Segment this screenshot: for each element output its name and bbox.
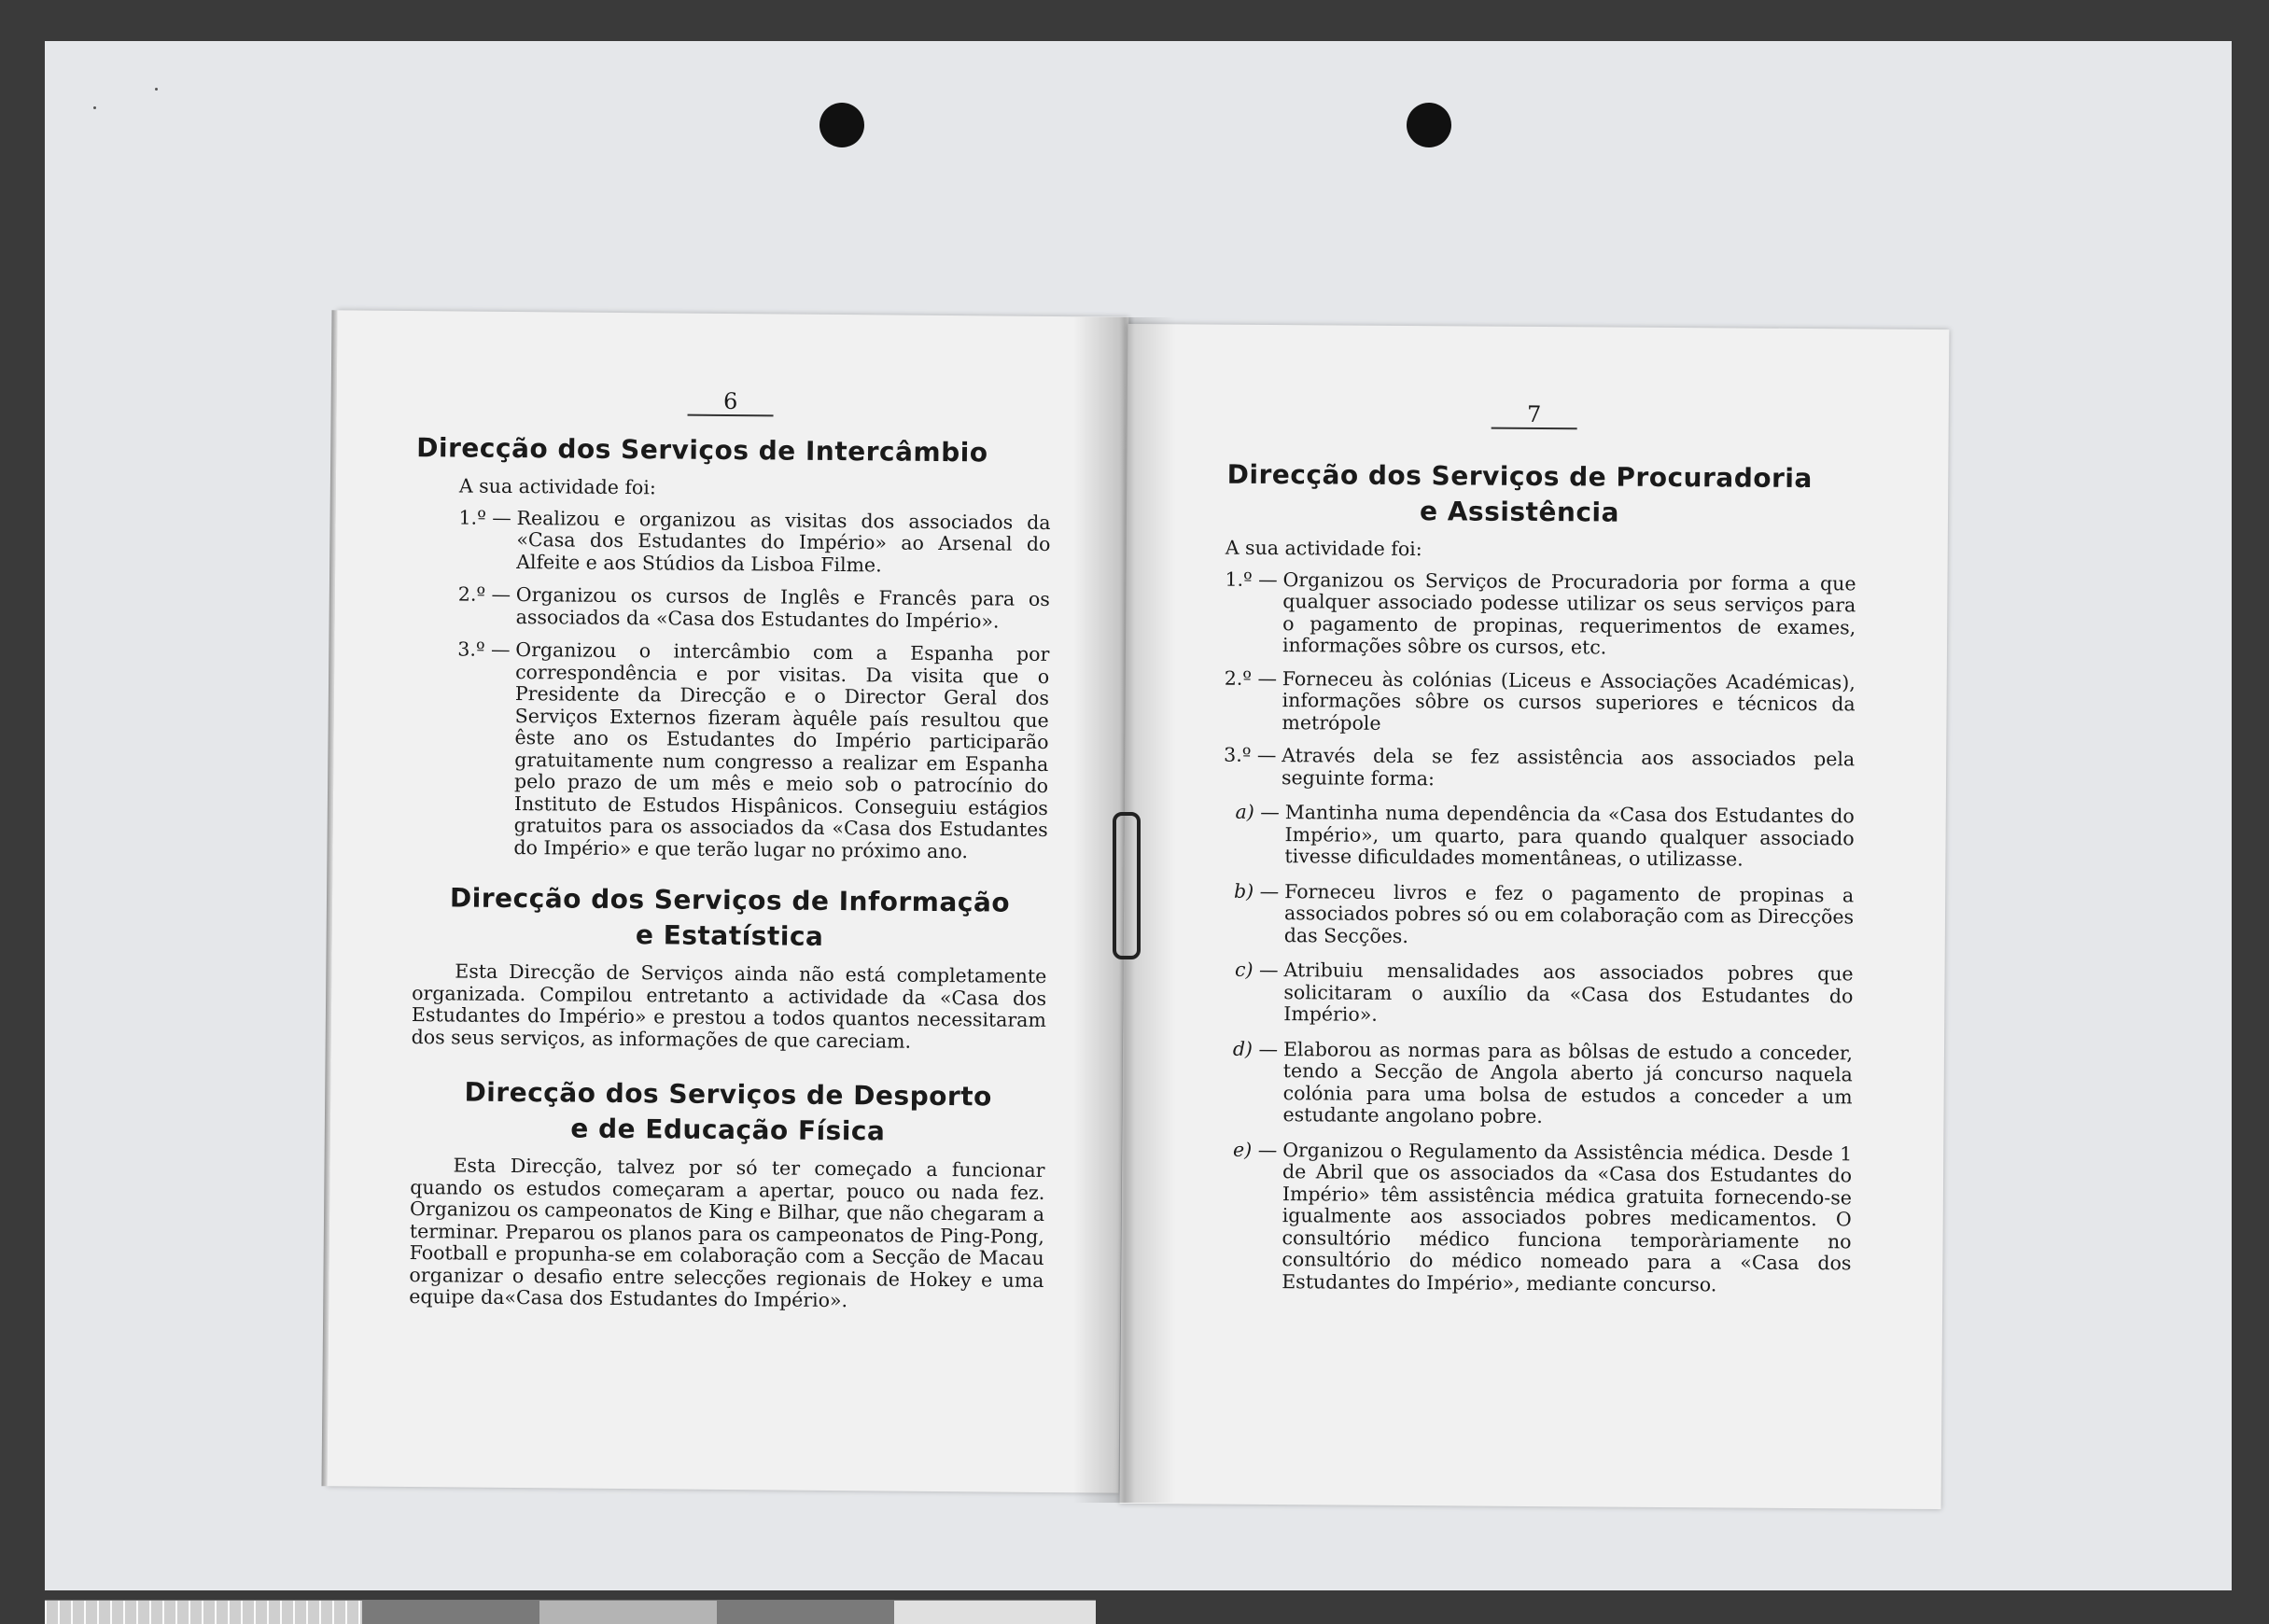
section-heading-informacao-line2: e Estatística bbox=[635, 919, 824, 952]
sub-item bbox=[1225, 1038, 1853, 1130]
sub-item bbox=[1226, 802, 1854, 872]
section-intro: A sua actividade foi: bbox=[1225, 536, 1422, 561]
activity-list bbox=[1181, 568, 1856, 793]
section-intro: A sua actividade foi: bbox=[458, 474, 656, 499]
item-number: 1.º — bbox=[458, 505, 511, 529]
section-heading-procuradoria: Direcção dos Serviços de Procuradoria bbox=[1226, 458, 1813, 495]
section-heading-intercambio: Direcção dos Serviços de Intercâmbio bbox=[416, 432, 988, 469]
assistance-sublist bbox=[1177, 801, 1855, 1296]
sub-item bbox=[1226, 959, 1853, 1029]
page-number: 6 bbox=[688, 388, 774, 417]
sub-item-text: Organizou o Regulamento da Assistência médica. Desde 1 de Abril que os associados da «Casa dos Estudantes do Império» têm assistência médica gratuita fornecendo-se igualmente aos associados pobres medicamentos. O consultório médico funciona temporàriamente no consultório do médico nomeado para a «Casa dos Estudantes do Império», mediante concurso. bbox=[1282, 1138, 1853, 1295]
dust-speck bbox=[93, 106, 96, 109]
item-text: Realizou e organizou as visitas dos associados da «Casa dos Estudantes do Império» ao Arsenal do Alfeite e aos Stúdios da Lisboa Filme. bbox=[516, 506, 1051, 576]
section-heading-desporto: Direcção dos Serviços de Desporto bbox=[464, 1076, 993, 1113]
sub-item-text: Elaborou as normas para as bôlsas de estudo a conceder, tendo a Secção de Angola aberto já concurso naquela colónia para uma bolsa de estudos a conceder a um estudante angolano pobre. bbox=[1282, 1037, 1854, 1128]
item-text: Organizou os Serviços de Procuradoria por forma a que qualquer associado podesse utilizar os seus serviços para o pagamento de propinas, requerimentos de exames, informações sôbre os cursos, etc. bbox=[1282, 567, 1856, 659]
list-item bbox=[1224, 745, 1855, 793]
sub-item-label: d) — bbox=[1232, 1037, 1279, 1060]
sub-item-text: Forneceu livros e fez o pagamento de propinas a associados pobres só ou em colaboração com as Direcções das Secções. bbox=[1283, 879, 1855, 947]
dust-speck bbox=[155, 88, 158, 91]
right-page-content bbox=[1177, 456, 1856, 1309]
sub-item-label: b) — bbox=[1233, 879, 1280, 903]
sub-item bbox=[1224, 1139, 1852, 1296]
section-heading-informacao: Direcção dos Serviços de Informação bbox=[449, 882, 1011, 918]
ruler-segment bbox=[717, 1601, 894, 1624]
sub-item-label: e) — bbox=[1233, 1138, 1278, 1161]
booklet-page-left bbox=[328, 310, 1129, 1492]
item-text: Organizou os cursos de Inglês e Francês para os associados da «Casa dos Estudantes do Império». bbox=[515, 583, 1050, 633]
item-number: 1.º — bbox=[1225, 567, 1278, 591]
list-item bbox=[455, 638, 1049, 863]
activity-list bbox=[413, 507, 1050, 863]
sub-item-text: Mantinha numa dependência da «Casa dos Estudantes do Império», um quarto, para quando qualquer associado tivesse dificuldades momentâneas, o utilizasse. bbox=[1284, 801, 1855, 871]
item-number: 3.º — bbox=[1224, 743, 1277, 767]
ruler-segment bbox=[362, 1601, 539, 1624]
item-text: Organizou o intercâmbio com a Espanha por correspondência e por visitas. Da visita que o Presidente da Direcção e o Director Geral dos Serviços Externos fizeram àquêle país resultou que êste ano os Estudantes do Império participarão gratuitamente num congresso a realizar em Espanha pelo prazo de um mês e meio sob o patrocínio do Instituto de Estudos Hispânicos. Conseguiu estágios gratuitos para os associados da «Casa dos Estudantes do Império» e que terão lugar no próximo ano. bbox=[513, 638, 1050, 862]
list-item bbox=[1225, 568, 1856, 661]
punch-hole-left bbox=[819, 103, 864, 147]
ruler-segment bbox=[539, 1601, 717, 1624]
staple-icon bbox=[1113, 812, 1141, 959]
section-heading-procuradoria-line2: e Assistência bbox=[1419, 496, 1620, 528]
booklet-page-right bbox=[1120, 324, 1950, 1509]
sub-item-label: c) — bbox=[1235, 958, 1279, 982]
left-page-content bbox=[409, 430, 1051, 1313]
section-informacao bbox=[412, 880, 1048, 1054]
list-item bbox=[458, 583, 1050, 633]
item-text: Através dela se fez assistência aos associados pela seguinte forma: bbox=[1281, 744, 1856, 790]
ruler-segment bbox=[894, 1601, 1096, 1624]
sub-item-text: Atribuiu mensalidades aos associados pobres que solicitaram o auxílio da «Casa dos Estudantes do Império». bbox=[1283, 959, 1854, 1026]
item-number: 3.º — bbox=[457, 637, 511, 661]
item-number: 2.º — bbox=[457, 582, 511, 606]
item-number: 2.º — bbox=[1224, 666, 1278, 690]
list-item bbox=[1224, 667, 1855, 737]
section-paragraph: Esta Direcção de Serviços ainda não está completamente organizada. Compilou entretanto a actividade da «Casa dos Estudantes do Império» e prestou a todos quantos necessitaram dos seus serviços, as informações de que careciam. bbox=[411, 959, 1047, 1053]
page-number: 7 bbox=[1492, 401, 1577, 430]
section-desporto bbox=[409, 1074, 1045, 1313]
sub-item bbox=[1226, 880, 1854, 950]
scale-ruler bbox=[45, 1600, 1096, 1624]
punch-hole-right bbox=[1407, 103, 1451, 147]
item-text: Forneceu às colónias (Liceus e Associações Académicas), informações sôbre os cursos superiores e técnicos da metrópole bbox=[1282, 666, 1856, 735]
section-heading-desporto-line2: e de Educação Física bbox=[570, 1113, 886, 1147]
sub-item-label: a) — bbox=[1235, 800, 1280, 824]
list-item bbox=[458, 507, 1051, 578]
section-paragraph: Esta Direcção, talvez por só ter começado a funcionar quando os estudos começaram a apertar, pouco ou nada fez. Organizou os campeonatos de King e Bilhar, que não chegaram a terminar. Preparou os planos para os campeonatos de Ping-Pong, Football e propunha-se em colaboração com a Secção de Macau organizar o desafio entre selecções regionais de Hokey e uma equipe da«Casa dos Estudantes do Império». bbox=[409, 1154, 1045, 1312]
